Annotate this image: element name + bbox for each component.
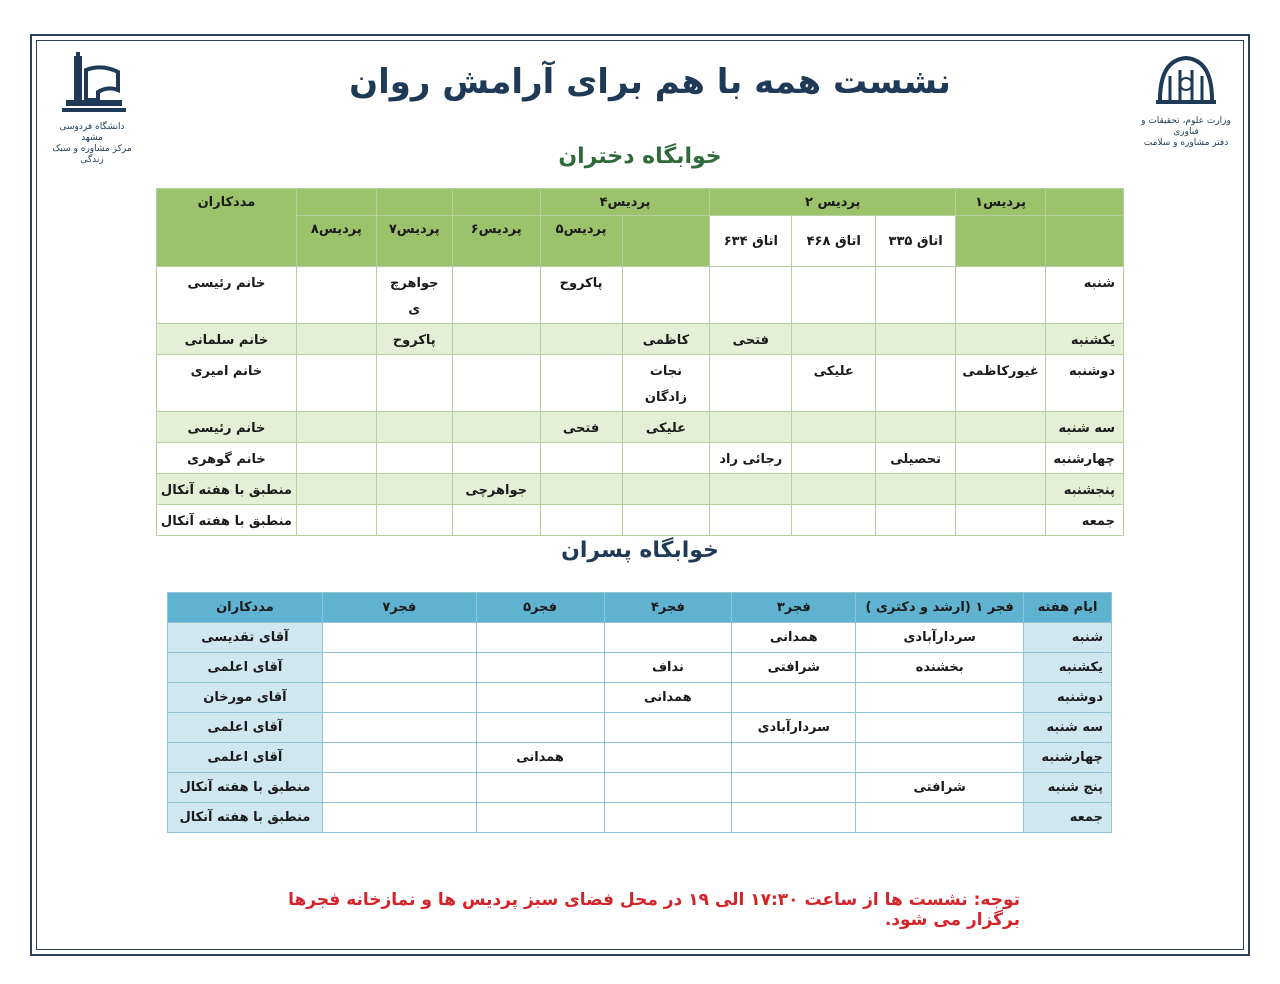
schedule-cell [376,505,452,536]
schedule-cell [956,412,1046,443]
schedule-cell [604,743,732,773]
helper-cell: آقای تقدیسی [168,623,323,653]
schedule-cell: تحصیلی [876,443,956,474]
schedule-cell [296,267,376,324]
schedule-cell [876,505,956,536]
table-row [157,474,1124,505]
header-f7: فجر۷ [322,593,476,623]
schedule-cell [956,474,1046,505]
schedule-cell [476,653,604,683]
schedule-cell [792,412,876,443]
page-title: نشست همه با هم برای آرامش روان [349,62,951,102]
helper-cell: منطبق با هفته آنکال [168,773,323,803]
schedule-cell [732,803,856,833]
header-day [1046,189,1124,216]
header-p2: پردیس ۲ [710,189,956,216]
schedule-cell [956,324,1046,355]
table-row [157,443,1124,474]
table-row [168,773,1112,803]
helper-cell: خانم رئیسی [157,412,297,443]
table-row [157,412,1124,443]
helper-cell: خانم امیری [157,355,297,412]
schedule-cell: بخشنده [856,653,1024,683]
schedule-cell [710,267,792,324]
schedule-cell [296,324,376,355]
schedule-cell [622,443,710,474]
schedule-cell: سردارآبادی [856,623,1024,653]
schedule-cell [876,267,956,324]
header-weekday: ایام هفته [1024,593,1112,623]
header-p6: پردیس۶ [452,216,540,267]
schedule-cell [322,803,476,833]
schedule-cell [540,324,622,355]
day-cell: یکشنبه [1046,324,1124,355]
schedule-cell [452,355,540,412]
day-cell: سه شنبه [1024,713,1112,743]
schedule-cell [452,267,540,324]
schedule-cell [792,474,876,505]
schedule-cell [452,505,540,536]
schedule-cell [322,683,476,713]
schedule-cell [876,324,956,355]
header-p5: پردیس۵ [540,216,622,267]
schedule-cell [296,355,376,412]
table-row [168,683,1112,713]
schedule-cell: علیکی [622,412,710,443]
schedule-cell [856,713,1024,743]
table-row [157,505,1124,536]
schedule-cell: رجائی راد [710,443,792,474]
schedule-cell [622,267,710,324]
header-blank [296,189,376,216]
schedule-cell [710,412,792,443]
left-logo-caption: دانشگاه فردوسی مشهد مرکز مشاوره و سبک زندگی [52,122,132,165]
table-row [168,623,1112,653]
table-row [168,803,1112,833]
schedule-cell [856,743,1024,773]
schedule-cell [792,324,876,355]
schedule-cell [856,803,1024,833]
helper-cell: منطبق با هفته آنکال [157,474,297,505]
day-cell: دوشنبه [1024,683,1112,713]
schedule-cell [604,623,732,653]
schedule-cell [376,355,452,412]
helper-cell: آقای مورخان [168,683,323,713]
day-cell: شنبه [1046,267,1124,324]
schedule-cell [710,505,792,536]
schedule-cell [856,683,1024,713]
header-room335: اتاق ۳۳۵ [876,216,956,267]
schedule-cell: فتحی [540,412,622,443]
schedule-cell: پاکروح [540,267,622,324]
header-blank [956,216,1046,267]
schedule-cell: همدانی [476,743,604,773]
schedule-cell [622,474,710,505]
day-cell: جمعه [1046,505,1124,536]
schedule-cell: جواهرچی [452,474,540,505]
header-p8: پردیس۸ [296,216,376,267]
header-blank [452,189,540,216]
header-f1: فجر ۱ (ارشد و دکتری ) [856,593,1024,623]
header-blank [376,189,452,216]
schedule-cell [622,505,710,536]
schedule-cell [540,474,622,505]
helper-cell: خانم گوهری [157,443,297,474]
header-helpers: مددکاران [157,189,297,267]
helper-cell: منطبق با هفته آنکال [168,803,323,833]
schedule-cell: همدانی [732,623,856,653]
schedule-cell [322,653,476,683]
schedule-cell [540,355,622,412]
header-p4: پردیس۴ [540,189,710,216]
schedule-cell [604,803,732,833]
schedule-cell [732,743,856,773]
schedule-cell [376,474,452,505]
schedule-cell [710,355,792,412]
schedule-cell [296,443,376,474]
day-cell: چهارشنبه [1046,443,1124,474]
header-f4: فجر۴ [604,593,732,623]
schedule-cell [322,773,476,803]
ministry-emblem-icon [1140,50,1232,112]
header-f5: فجر۵ [476,593,604,623]
schedule-cell [376,412,452,443]
table-row [157,267,1124,324]
schedule-cell [296,474,376,505]
header-room634: اتاق ۶۳۴ [710,216,792,267]
schedule-cell [322,713,476,743]
day-cell: پنجشنبه [1046,474,1124,505]
table-row [168,743,1112,773]
helper-cell: خانم رئیسی [157,267,297,324]
day-cell: سه شنبه [1046,412,1124,443]
schedule-cell [956,505,1046,536]
header-p7: پردیس۷ [376,216,452,267]
ministry-logo [1140,50,1232,150]
schedule-cell [322,623,476,653]
header-blank [622,216,710,267]
schedule-cell: همدانی [604,683,732,713]
helper-cell: منطبق با هفته آنکال [157,505,297,536]
schedule-cell [732,773,856,803]
girls-schedule-table [156,188,1124,536]
schedule-cell [296,412,376,443]
schedule-cell: جواهرچ ی [376,267,452,324]
boys-rows [168,623,1112,833]
day-cell: یکشنبه [1024,653,1112,683]
schedule-cell [732,683,856,713]
girls-dorm-title: خوابگاه دختران [558,144,722,169]
schedule-cell [476,623,604,653]
schedule-cell: کاظمی [622,324,710,355]
schedule-cell [792,267,876,324]
helper-cell: آقای اعلمی [168,743,323,773]
table-row [157,324,1124,355]
header-room468: اتاق ۴۶۸ [792,216,876,267]
schedule-cell [452,324,540,355]
schedule-note: توجه: نشست ها از ساعت ۱۷:۳۰ الی ۱۹ در محل فضای سبز پردیس ها و نمازخانه فجرها برگزار می شود. [288,890,1020,930]
helper-cell: آقای اعلمی [168,653,323,683]
table-row [157,355,1124,412]
helper-cell: خانم سلمانی [157,324,297,355]
helper-cell: آقای اعلمی [168,713,323,743]
day-cell: پنج شنبه [1024,773,1112,803]
right-logo-caption: وزارت علوم، تحقیقات و فناوری دفتر مشاوره و سلامت [1141,116,1231,148]
schedule-cell: شرافتی [732,653,856,683]
schedule-cell [792,443,876,474]
schedule-cell [296,505,376,536]
schedule-cell [876,412,956,443]
schedule-cell [476,803,604,833]
schedule-cell: علیکی [792,355,876,412]
header-helpers: مددکاران [168,593,323,623]
header-f3: فجر۳ [732,593,856,623]
day-cell: جمعه [1024,803,1112,833]
schedule-cell [376,443,452,474]
schedule-cell: فتحی [710,324,792,355]
university-logo [52,50,132,165]
table-row [168,653,1112,683]
schedule-cell [604,713,732,743]
schedule-cell [452,443,540,474]
schedule-cell [476,683,604,713]
university-emblem-icon [52,50,132,118]
schedule-cell [792,505,876,536]
schedule-cell [710,474,792,505]
boys-dorm-title: خوابگاه پسران [561,538,719,563]
schedule-cell [876,355,956,412]
schedule-cell [876,474,956,505]
table-row [168,713,1112,743]
schedule-cell: سردارآبادی [732,713,856,743]
schedule-cell [322,743,476,773]
boys-schedule-table [167,592,1112,833]
schedule-cell [452,412,540,443]
schedule-cell: غیورکاظمی [956,355,1046,412]
schedule-cell [604,773,732,803]
schedule-cell [956,443,1046,474]
day-cell: شنبه [1024,623,1112,653]
header-p1: پردیس۱ [956,189,1046,216]
schedule-cell [476,773,604,803]
day-cell: چهارشنبه [1024,743,1112,773]
header-blank [1046,216,1124,267]
girls-rows [157,267,1124,536]
day-cell: دوشنبه [1046,355,1124,412]
schedule-cell: شرافتی [856,773,1024,803]
schedule-cell [540,505,622,536]
schedule-cell [540,443,622,474]
schedule-cell [956,267,1046,324]
schedule-cell: پاکروح [376,324,452,355]
schedule-cell: نجات زادگان [622,355,710,412]
schedule-cell: نداف [604,653,732,683]
schedule-cell [476,713,604,743]
